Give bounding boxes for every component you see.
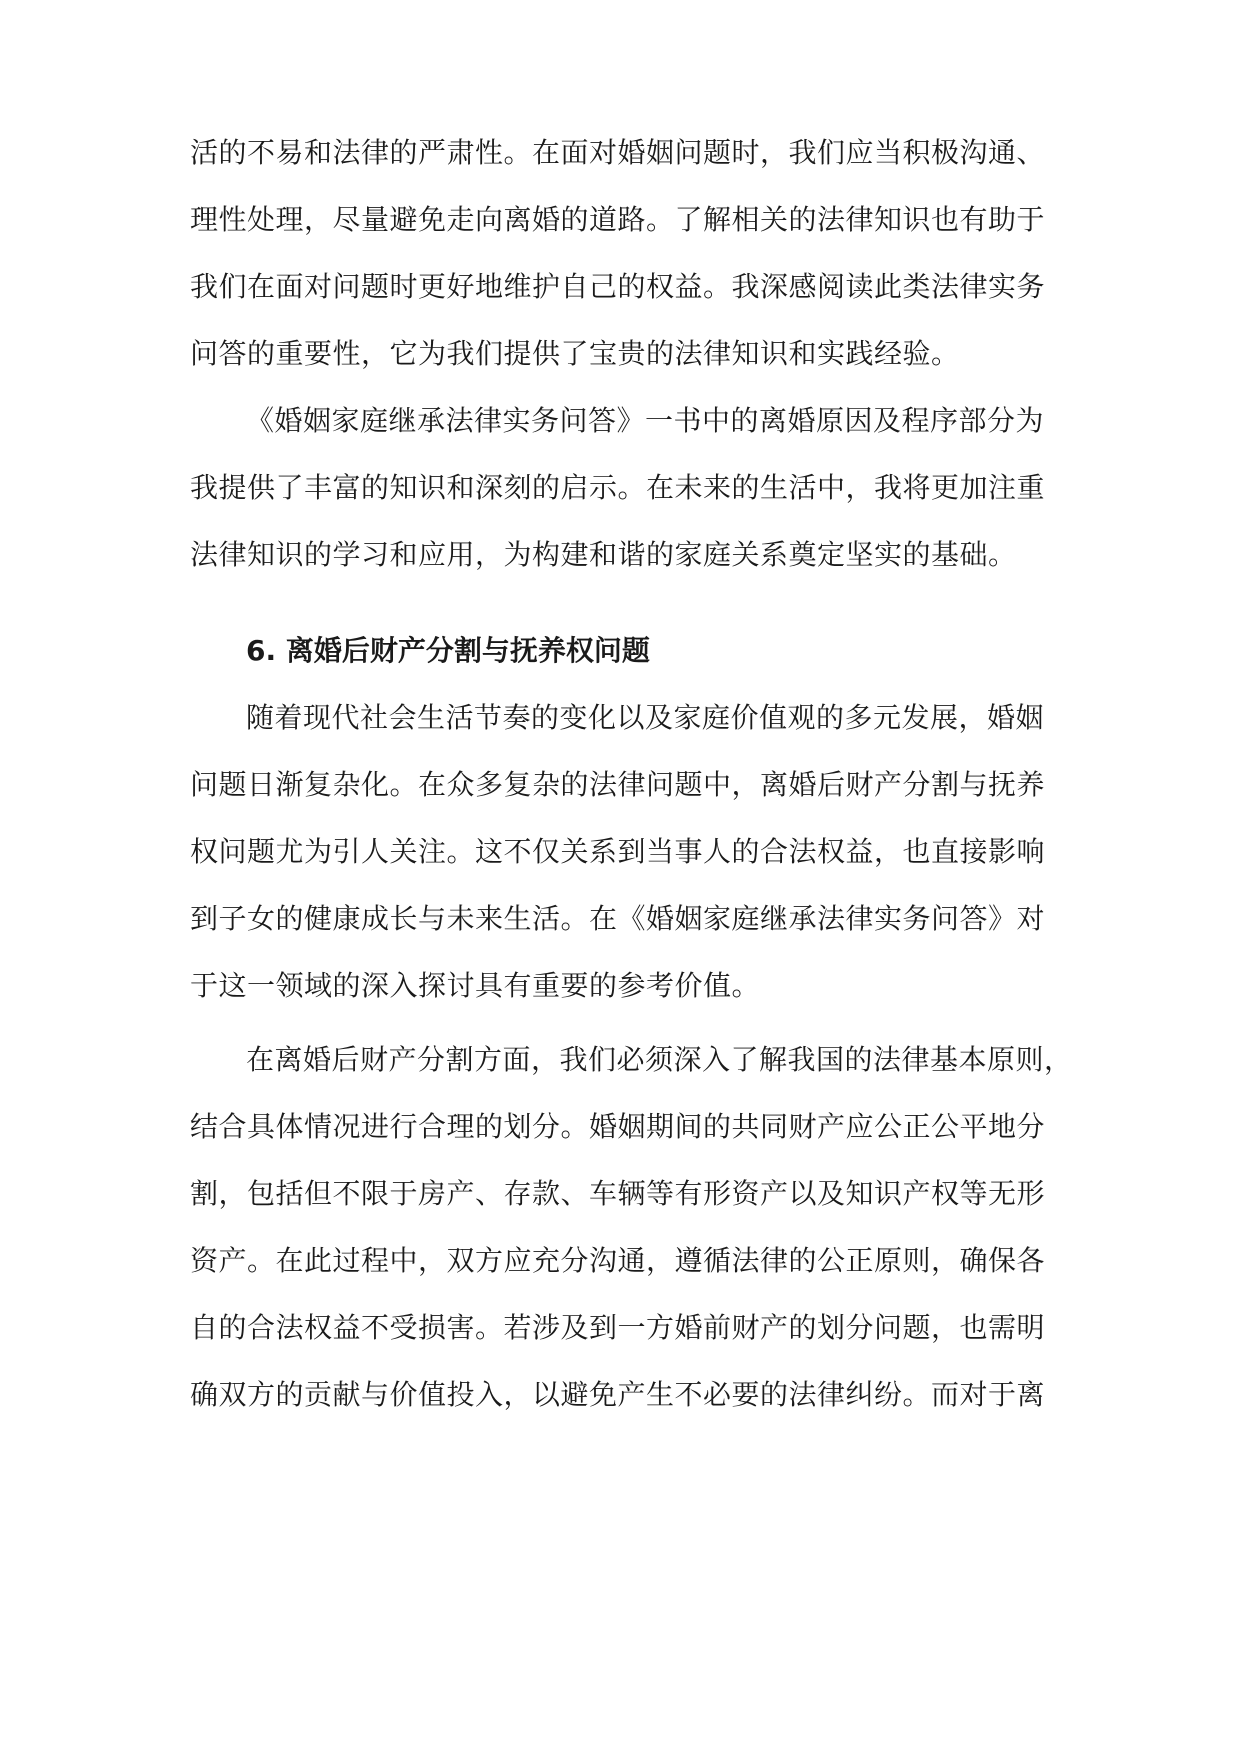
paragraph-line: 在离婚后财产分割方面，我们必须深入了解我国的法律基本原则， xyxy=(246,1043,1073,1076)
paragraph-line: 法律知识的学习和应用，为构建和谐的家庭关系奠定坚实的基础。 xyxy=(190,538,1017,571)
paragraph-line: 理性处理，尽量避免走向离婚的道路。了解相关的法律知识也有助于 xyxy=(190,203,1046,236)
paragraph-line: 自的合法权益不受损害。若涉及到一方婚前财产的划分问题，也需明 xyxy=(190,1311,1046,1344)
paragraph-line: 于这一领域的深入探讨具有重要的参考价值。 xyxy=(190,969,761,1002)
paragraph-line: 我提供了丰富的知识和深刻的启示。在未来的生活中，我将更加注重 xyxy=(190,471,1046,504)
paragraph-line: 割，包括但不限于房产、存款、车辆等有形资产以及知识产权等无形 xyxy=(190,1177,1046,1210)
paragraph-line: 结合具体情况进行合理的划分。婚姻期间的共同财产应公正公平地分 xyxy=(190,1110,1046,1143)
paragraph-line: 活的不易和法律的严肃性。在面对婚姻问题时，我们应当积极沟通、 xyxy=(190,136,1046,169)
paragraph-line: 确双方的贡献与价值投入，以避免产生不必要的法律纠纷。而对于离 xyxy=(190,1378,1046,1411)
section-heading: 6. 离婚后财产分割与抚养权问题 xyxy=(246,634,650,667)
paragraph-line: 《婚姻家庭继承法律实务问答》一书中的离婚原因及程序部分为 xyxy=(246,404,1045,437)
paragraph-line: 问题日渐复杂化。在众多复杂的法律问题中，离婚后财产分割与抚养 xyxy=(190,768,1046,801)
paragraph-line: 我们在面对问题时更好地维护自己的权益。我深感阅读此类法律实务 xyxy=(190,270,1046,303)
paragraph-line: 到子女的健康成长与未来生活。在《婚姻家庭继承法律实务问答》对 xyxy=(190,902,1046,935)
paragraph-line: 问答的重要性，它为我们提供了宝贵的法律知识和实践经验。 xyxy=(190,337,960,370)
paragraph-line: 资产。在此过程中，双方应充分沟通，遵循法律的公正原则，确保各 xyxy=(190,1244,1046,1277)
paragraph-line: 权问题尤为引人关注。这不仅关系到当事人的合法权益，也直接影响 xyxy=(190,835,1046,868)
paragraph-line: 随着现代社会生活节奏的变化以及家庭价值观的多元发展，婚姻 xyxy=(246,701,1045,734)
